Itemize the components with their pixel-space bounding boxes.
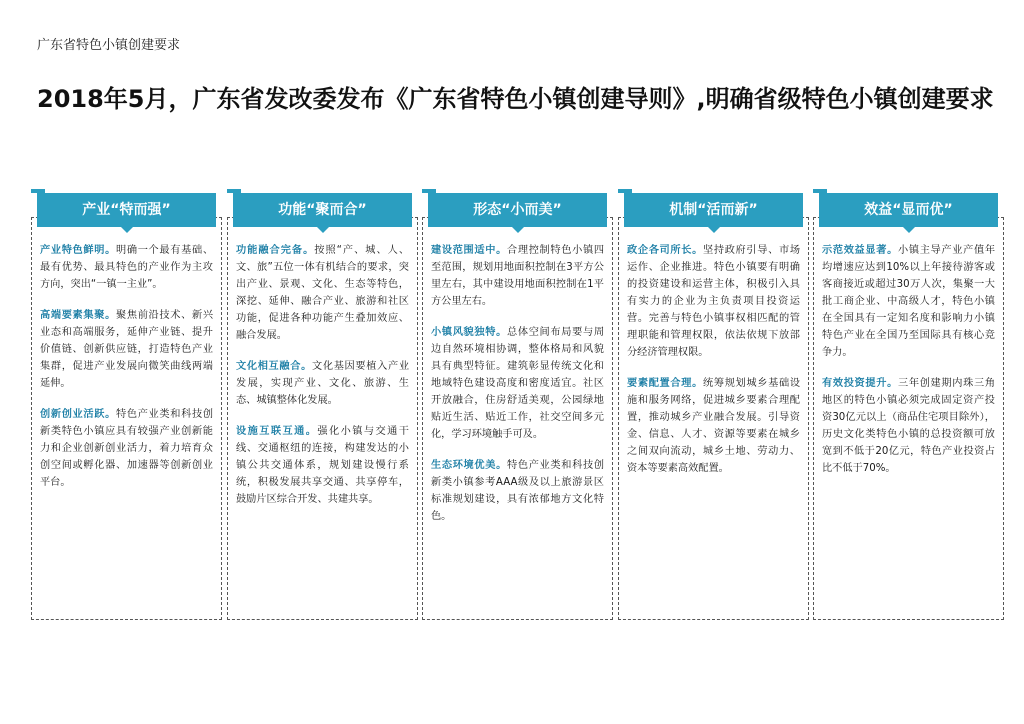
requirement-keyword: 建设范围适中。 — [431, 245, 507, 256]
column-header: 产业“特而强” — [37, 193, 216, 227]
requirement-item — [236, 358, 409, 409]
column-2 — [233, 193, 412, 620]
column-body — [813, 217, 1004, 620]
requirement-text: 坚持政府引导、市场运作、企业推进。特色小镇要有明确的投资建设和运营主体，积极引入具有实力的企业为主负责项目投资运营。完善与特色小镇事权相匹配的管理职能和管理权限，依法依规下放部分经济管理权限。 — [627, 245, 801, 358]
requirement-item — [431, 324, 604, 443]
requirement-item — [236, 242, 409, 344]
requirement-keyword: 功能融合完备。 — [236, 245, 315, 256]
requirement-text: 统筹规划城乡基础设施和服务网络，促进城乡要素合理配置，推动城乡产业融合发展。引导资金、信息、人才、资源等要素在城乡之间双向流动，城乡土地、劳动力、资本等要素高效配置。 — [627, 378, 801, 474]
requirement-item — [627, 242, 800, 361]
column-body — [422, 217, 613, 620]
requirement-keyword: 高端要素集聚。 — [40, 310, 116, 321]
requirement-text: 文化基因要植入产业发展，实现产业、文化、旅游、生态、城镇整体化发展。 — [236, 361, 410, 406]
requirement-keyword: 小镇风貌独特。 — [431, 327, 507, 338]
requirement-keyword: 有效投资提升。 — [822, 378, 898, 389]
requirement-keyword: 政企各司所长。 — [627, 245, 703, 256]
column-body — [618, 217, 809, 620]
requirement-keyword: 生态环境优美。 — [431, 460, 507, 471]
requirement-text: 强化小镇与交通干线、交通枢纽的连接，构建发达的小镇公共交通体系，规划建设慢行系统，积极发展共享交通、共享停车，鼓励片区综合开发、共建共享。 — [236, 426, 409, 505]
requirement-text: 特色产业类和科技创新类小镇参考AAA级及以上旅游景区标准规划建设，具有浓郁地方文化特色。 — [431, 460, 605, 522]
requirement-text: 明确一个最有基础、最有优势、最具特色的产业作为主攻方向，突出“一镇一主业”。 — [40, 245, 214, 290]
requirement-keyword: 示范效益显著。 — [822, 245, 898, 256]
requirement-item — [236, 423, 409, 508]
page-title: 2018年5月，广东省发改委发布《广东省特色小镇创建导则》,明确省级特色小镇创建要求 — [37, 85, 994, 113]
column-3 — [428, 193, 607, 620]
requirement-text: 合理控制特色小镇四至范围，规划用地面积控制在3平方公里左右，其中建设用地面积控制在1平方公里左右。 — [431, 245, 605, 307]
requirement-item — [40, 307, 213, 392]
requirement-keyword: 创新创业活跃。 — [40, 409, 116, 420]
requirement-item — [822, 242, 995, 361]
requirement-item — [431, 457, 604, 525]
column-header: 形态“小而美” — [428, 193, 607, 227]
breadcrumb: 广东省特色小镇创建要求 — [37, 38, 181, 53]
column-header: 机制“活而新” — [624, 193, 803, 227]
requirement-text: 小镇主导产业产值年均增速应达到10%以上年接待游客或客商接近或超过30万人次，集聚一大批工商企业、中高级人才，特色小镇在全国具有一定知名度和影响力小镇特色产业在全国乃至国际具有核心竞争力。 — [822, 245, 996, 358]
requirement-text: 特色产业类和科技创新类特色小镇应具有较强产业创新能力和企业创新创业活力，着力培育众创空间或孵化器、加速器等创新创业平台。 — [40, 409, 214, 488]
requirement-text: 聚焦前沿技术、新兴业态和高端服务，延伸产业链、提升价值链、创新供应链，打造特色产业集群，促进产业发展向微笑曲线两端延伸。 — [40, 310, 214, 389]
column-header: 功能“聚而合” — [233, 193, 412, 227]
requirement-item — [40, 242, 213, 293]
requirement-keyword: 设施互联互通。 — [236, 426, 318, 437]
requirement-item — [627, 375, 800, 477]
requirement-item — [431, 242, 604, 310]
requirement-text: 总体空间布局要与周边自然环境相协调，整体格局和风貌具有典型特征。建筑彰显传统文化和地域特色建设高度和密度适宜。社区开放融合，住房舒适美观，公园绿地贴近生活、贴近工作，社交空间多元化，学习环境触手可及。 — [431, 327, 605, 440]
column-4 — [624, 193, 803, 620]
column-body — [227, 217, 418, 620]
column-5 — [819, 193, 998, 620]
requirement-item — [822, 375, 995, 477]
column-header: 效益“显而优” — [819, 193, 998, 227]
requirement-keyword: 要素配置合理。 — [627, 378, 703, 389]
requirement-keyword: 文化相互融合。 — [236, 361, 312, 372]
requirement-keyword: 产业特色鲜明。 — [40, 245, 116, 256]
requirement-text: 三年创建期内珠三角地区的特色小镇必须完成固定资产投资30亿元以上（商品住宅项目除外），历史文化类特色小镇的总投资额可放宽到不低于20亿元，特色产业投资占比不低于70%。 — [822, 378, 996, 474]
column-body — [31, 217, 222, 620]
column-1 — [37, 193, 216, 620]
requirement-item — [40, 406, 213, 491]
requirement-text: 按照“产、城、人、文、旅”五位一体有机结合的要求，突出产业、景观、文化、生态等特色，深挖、延伸、融合产业、旅游和社区功能，促进各种功能产生叠加效应、融合发展。 — [236, 245, 410, 341]
